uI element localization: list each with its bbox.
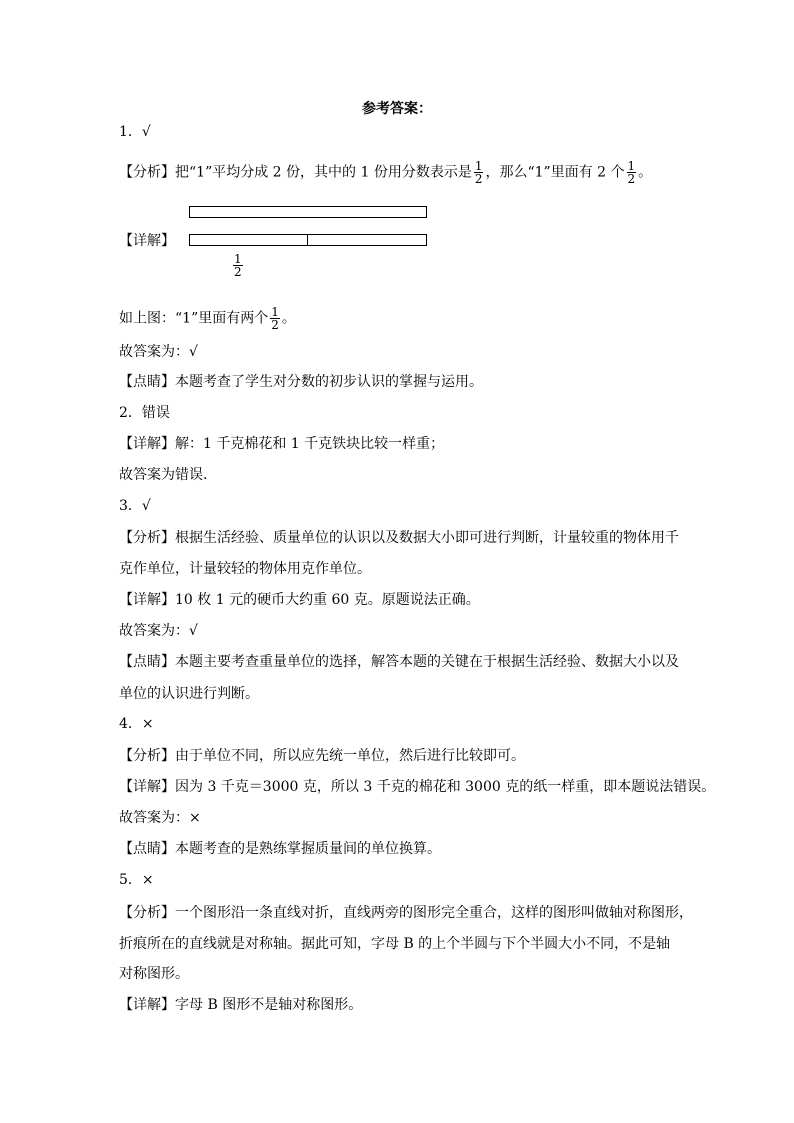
q5-number: 5．× [119, 872, 154, 888]
q1-comment: 【点睛】本题考查了学生对分数的初步认识的掌握与运用。 [119, 374, 483, 390]
q5-analysis-line1: 【分析】一个图形沿一条直线对折，直线两旁的图形完全重合，这样的图形叫做轴对称图形， [119, 905, 693, 921]
q2-detail: 【详解】解：1 千克棉花和 1 千克铁块比较一样重； [119, 436, 445, 452]
q4-detail: 【详解】因为 3 千克＝3000 克，所以 3 千克的棉花和 3000 克的纸一样重，即本题说法错误。 [119, 779, 716, 795]
q2-answer: 故答案为错误. [119, 467, 208, 483]
q4-answer: 故答案为：× [119, 810, 201, 826]
q1-as-above: 如上图：“1”里面有两个 $\frac{1}{2}$ 。 [119, 305, 296, 332]
split-bar-divider [307, 234, 308, 246]
q3-answer: 故答案为：√ [119, 623, 198, 639]
q1-number: 1．√ [119, 124, 151, 140]
fraction-half: $\frac{1}{2}$ [271, 305, 279, 332]
q4-number: 4．× [119, 716, 154, 732]
q3-detail: 【详解】10 枚 1 元的硬币大约重 60 克。原题说法正确。 [119, 592, 480, 608]
q1-analysis-text-a: 【分析】把“1”平均分成 2 份，其中的 1 份用分数表示是 [119, 164, 472, 181]
page-title: 参考答案： [362, 101, 432, 117]
q3-comment-line2: 单位的认识进行判断。 [119, 686, 259, 702]
q1-answer: 故答案为：√ [119, 344, 198, 360]
q2-number: 2．错误 [119, 405, 170, 421]
q3-analysis-line1: 【分析】根据生活经验、质量单位的认识以及数据大小即可进行判断，计量较重的物体用千 [119, 530, 679, 546]
q5-analysis-line2: 折痕所在的直线就是对称轴。据此可知，字母 B 的上个半圆与下个半圆大小不同，不是轴 [119, 936, 671, 952]
q1-analysis-text-c: 。 [638, 164, 653, 181]
q1-analysis [119, 160, 652, 185]
q5-analysis-line3: 对称图形。 [119, 966, 189, 982]
q1-detail-label: 【详解】 [119, 233, 175, 249]
q1-analysis-text-b: ，那么“1”里面有 2 个 [485, 164, 625, 181]
fraction-half: $\frac{1}{2}$ [627, 159, 636, 186]
diagram-half-label: $\frac{1}{2}$ [234, 252, 242, 279]
whole-bar [189, 206, 427, 218]
q3-number: 3．√ [119, 498, 151, 514]
q3-comment-line1: 【点睛】本题主要考查重量单位的选择，解答本题的关键在于根据生活经验、数据大小以及 [119, 654, 679, 670]
fraction-half: $\frac{1}{2}$ [474, 159, 483, 186]
q4-comment: 【点睛】本题考查的是熟练掌握质量间的单位换算。 [119, 841, 441, 857]
split-bar [189, 234, 427, 246]
q4-analysis: 【分析】由于单位不同，所以应先统一单位，然后进行比较即可。 [119, 748, 525, 764]
q3-analysis-line2: 克作单位，计量较轻的物体用克作单位。 [119, 561, 371, 577]
q5-detail: 【详解】字母 B 图形不是轴对称图形。 [119, 997, 363, 1013]
